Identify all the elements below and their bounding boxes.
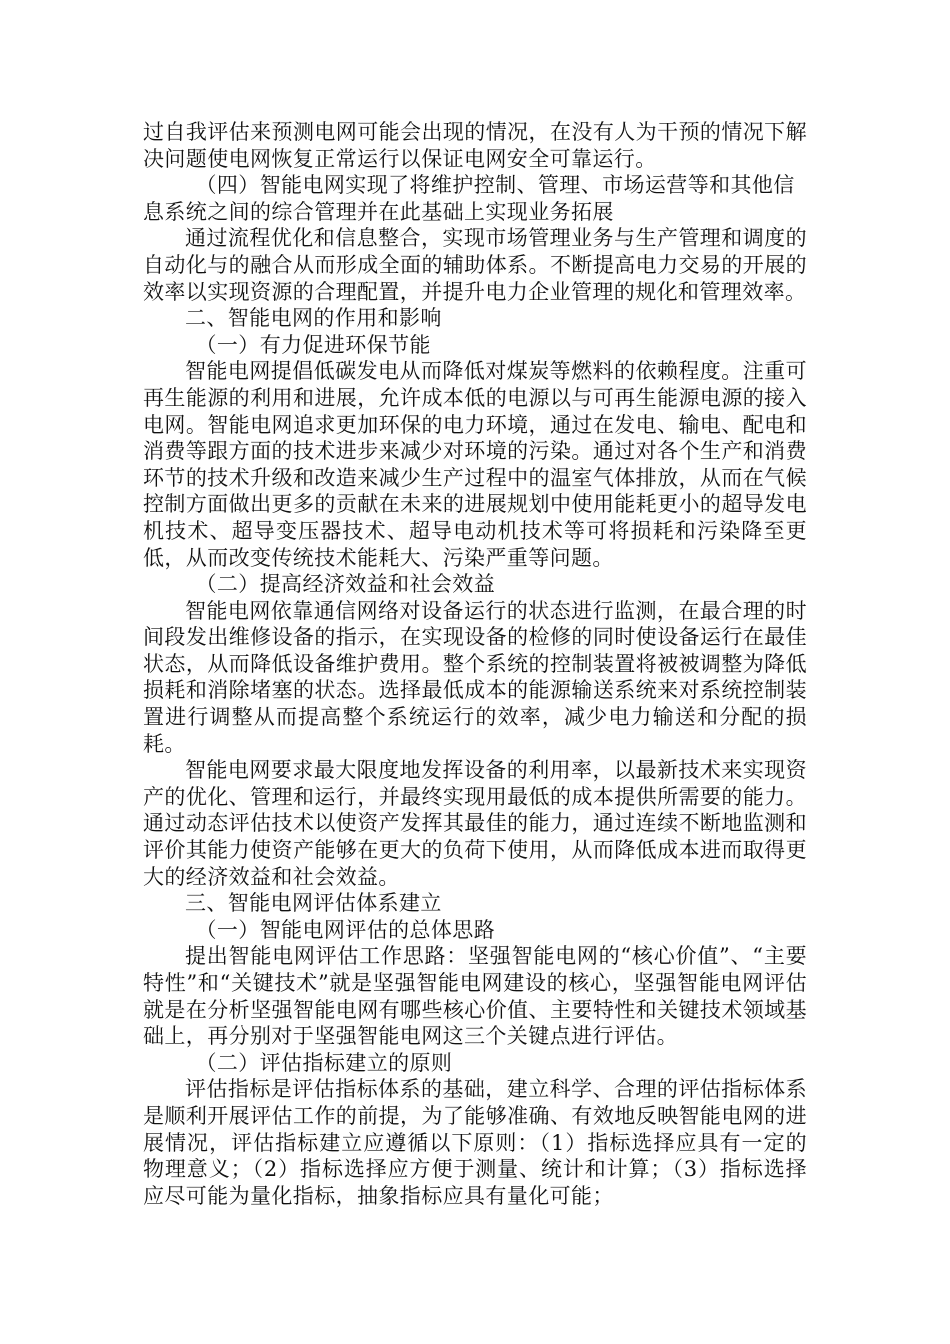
paragraph-self-assessment-end: 过自我评估来预测电网可能会出现的情况，在没有人为干预的情况下解决问题使电网恢复正常运行以保证电网安全可靠运行。 <box>143 120 807 171</box>
subheading-economic-benefits: （二）提高经济效益和社会效益 <box>195 572 496 597</box>
paragraph-asset-utilization: 智能电网要求最大限度地发挥设备的利用率，以最新技术来实现资产的优化、管理和运行，并最终实现用最低的成本提供所需要的能力。通过动态评估技术以使资产发挥其最佳的能力，通过连续不断地监测和评价其能力使资产能够在更大的负荷下使用，从而降低成本进而取得更大的经济效益和社会效益。 <box>143 758 807 889</box>
paragraph-evaluation-approach: 提出智能电网评估工作思路：坚强智能电网的“核心价值”、“主要特性”和“关键技术”就是坚强智能电网建设的核心，坚强智能电网评估就是在分析坚强智能电网有哪些核心价值、主要特性和关键技术领域基础上，再分别对于坚强智能电网这三个关键点进行评估。 <box>143 944 807 1049</box>
paragraph-device-monitoring: 智能电网依靠通信网络对设备运行的状态进行监测，在最合理的时间段发出维修设备的指示，在实现设备的检修的同时使设备运行在最佳状态，从而降低设备维护费用。整个系统的控制装置将被被调整为降低损耗和消除堵塞的状态。选择最低成本的能源输送系统来对系统控制装置进行调整从而提高整个系统运行的效率，减少电力输送和分配的损耗。 <box>143 598 807 756</box>
subheading-integrated-management: （四）智能电网实现了将维护控制、管理、市场运营等和其他信息系统之间的综合管理并在此基础上实现业务拓展 <box>143 173 795 224</box>
section-heading-evaluation-system: 三、智能电网评估体系建立 <box>185 891 442 916</box>
section-heading-role-and-impact: 二、智能电网的作用和影响 <box>185 306 442 331</box>
subheading-overall-approach: （一）智能电网评估的总体思路 <box>195 917 496 942</box>
paragraph-low-carbon: 智能电网提倡低碳发电从而降低对煤炭等燃料的依赖程度。注重可再生能源的利用和进展，允许成本低的电源以与可再生能源电源的接入电网。智能电网追求更加环保的电力环境，通过在发电、输电、配电和消费等跟方面的技术进步来减少对环境的污染。通过对各个生产和消费环节的技术升级和改造来减少生产过程中的温室气体排放，从而在气候控制方面做出更多的贡献在未来的进展规划中使用能耗更小的超导发电机技术、超导变压器技术、超导电动机技术等可将损耗和污染降至更低，从而改变传统技术能耗大、污染严重等问题。 <box>143 359 807 570</box>
paragraph-indicator-principles: 评估指标是评估指标体系的基础，建立科学、合理的评估指标体系是顺利开展评估工作的前提，为了能够准确、有效地反映智能电网的进展情况，评估指标建立应遵循以下原则：（1）指标选择应具有一定的物理意义；（2）指标选择应方便于测量、统计和计算；（3）指标选择应尽可能为量化指标，抽象指标应具有量化可能； <box>143 1077 807 1208</box>
subheading-indicator-principles: （二）评估指标建立的原则 <box>195 1050 453 1075</box>
subheading-environmental-protection: （一）有力促进环保节能 <box>195 332 431 357</box>
document-page <box>143 119 807 1209</box>
paragraph-process-optimization: 通过流程优化和信息整合，实现市场管理业务与生产管理和调度的自动化与的融合从而形成全面的辅助体系。不断提高电力交易的开展的效率以实现资源的合理配置，并提升电力企业管理的规化和管理效率。 <box>143 226 807 304</box>
